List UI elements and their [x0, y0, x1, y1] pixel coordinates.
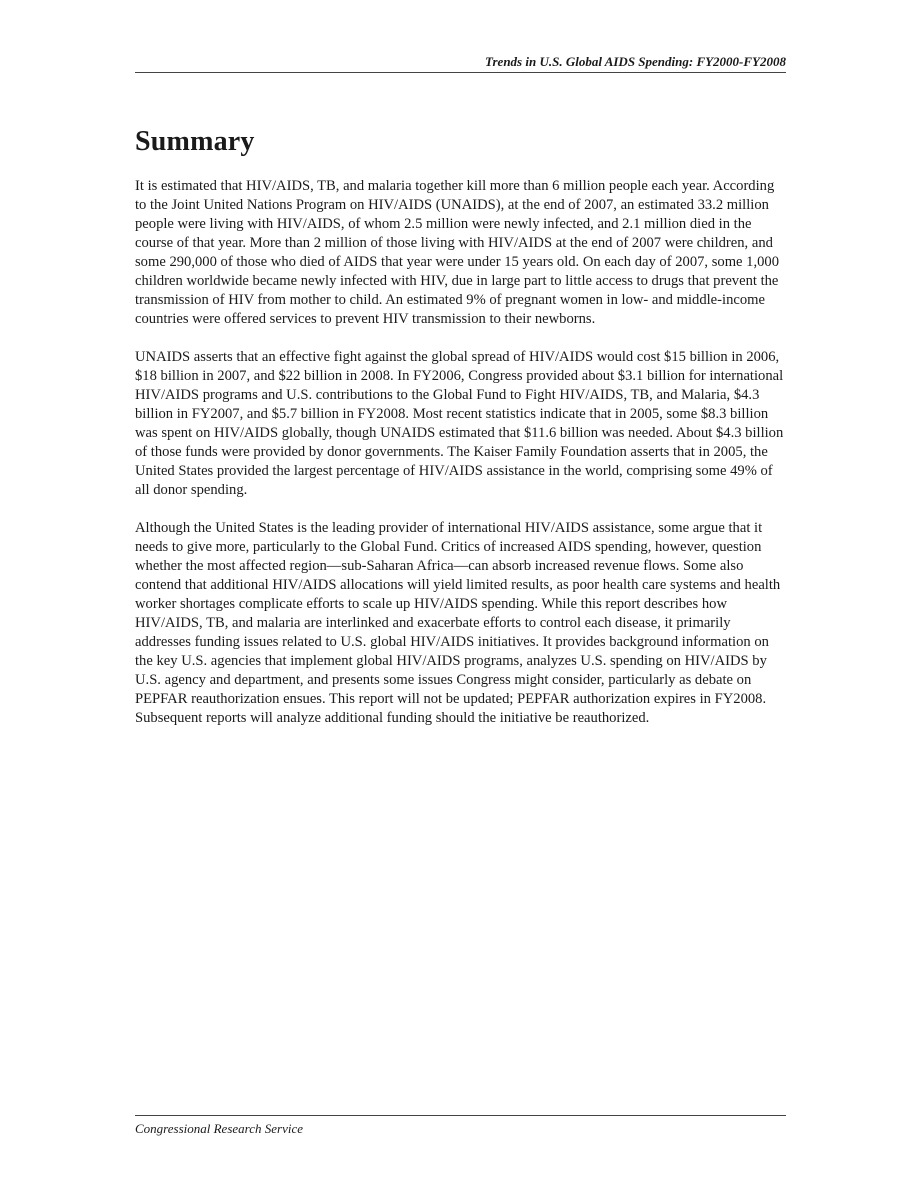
summary-paragraph-3: Although the United States is the leading provider of international HIV/AIDS assistance, some argue that it needs to give more, particularly to the Global Fund. Critics of increased AIDS spending, however, question whether the most affected region—sub-Saharan Africa—can absorb increased revenue flows. Some also contend that additional HIV/AIDS allocations will yield limited results, as poor health care systems and health worker shortages complicate efforts to scale up HIV/AIDS spending. While this report describes how HIV/AIDS, TB, and malaria are interlinked and exacerbate efforts to control each disease, it primarily addresses funding issues related to U.S. global HIV/AIDS initiatives. It provides background information on the key U.S. agencies that implement global HIV/AIDS programs, analyzes U.S. spending on HIV/AIDS by U.S. agency and department, and presents some issues Congress might consider, particularly as debate on PEPFAR reauthorization ensues. This report will not be updated; PEPFAR authorization expires in FY2008. Subsequent reports will analyze additional funding should the initiative be reauthorized. [135, 520, 781, 726]
running-header [135, 54, 786, 73]
page-title: Summary [135, 126, 255, 157]
summary-paragraph-1: It is estimated that HIV/AIDS, TB, and malaria together kill more than 6 million people each year. According to the Joint United Nations Program on HIV/AIDS (UNAIDS), at the end of 2007, an estimated 33.2 million people were living with HIV/AIDS, of whom 2.5 million were newly infected, and 2.1 million died in the course of that year. More than 2 million of those living with HIV/AIDS at the end of 2007 were children, and some 290,000 of those who died of AIDS that year were under 15 years old. On each day of 2007, some 1,000 children worldwide became newly infected with HIV, due in large part to little access to drugs that prevent the transmission of HIV from mother to child. An estimated 9% of pregnant women in low- and middle-income countries were offered services to prevent HIV transmission to their newborns. [135, 178, 780, 327]
summary-body [135, 177, 786, 747]
running-header-title: Trends in U.S. Global AIDS Spending: FY2000-FY2008 [485, 54, 786, 69]
summary-paragraph-2: UNAIDS asserts that an effective fight against the global spread of HIV/AIDS would cost $15 billion in 2006, $18 billion in 2007, and $22 billion in 2008. In FY2006, Congress provided about $3.1 billion for international HIV/AIDS programs and U.S. contributions to the Global Fund to Fight HIV/AIDS, TB, and Malaria, $4.3 billion in FY2007, and $5.7 billion in FY2008. Most recent statistics indicate that in 2005, some $8.3 billion was spent on HIV/AIDS globally, though UNAIDS estimated that $11.6 billion was needed. About $4.3 billion of those funds were provided by donor governments. The Kaiser Family Foundation asserts that in 2005, the United States provided the largest percentage of HIV/AIDS assistance in the world, comprising some 49% of all donor spending. [135, 349, 784, 498]
page-footer [135, 1115, 786, 1137]
footer-publisher: Congressional Research Service [135, 1121, 303, 1136]
